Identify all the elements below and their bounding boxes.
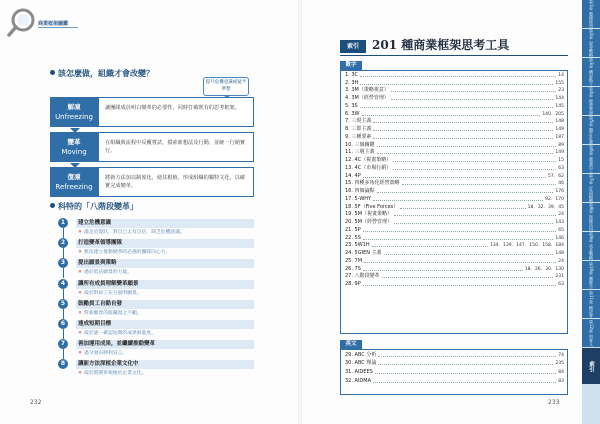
step-number: 3 — [58, 258, 68, 268]
stage-name-en: Unfreezing — [55, 113, 93, 121]
step-pitfall — [78, 249, 170, 257]
index-entry — [341, 211, 567, 219]
index-page-ref: 24 — [558, 258, 564, 264]
step-item — [58, 339, 258, 359]
dot-leader — [377, 192, 554, 193]
dot-leader — [373, 382, 556, 383]
step-pitfall — [78, 229, 185, 237]
step-pitfall — [78, 290, 142, 298]
step-connector — [63, 349, 64, 359]
index-page-ref: 24 — [558, 212, 564, 218]
dot-leader — [373, 122, 553, 123]
index-term: 19. 5M（視畫策略） — [345, 211, 393, 218]
step-connector — [63, 268, 64, 278]
dot-leader — [393, 169, 556, 170]
index-term: 22. 5S — [345, 234, 361, 241]
index-term: 25. 7M — [345, 257, 363, 264]
step-pitfall — [78, 330, 156, 338]
step-item — [58, 319, 258, 339]
side-tab-chapter[interactable]: 第9章 成長戰略的工具 — [582, 232, 600, 261]
index-term: 30. ABC 理論 — [345, 360, 377, 367]
side-tab-chapter[interactable]: 第10章 團隊合作的工具 — [582, 261, 600, 290]
dot-leader — [391, 91, 556, 92]
index-entry — [341, 257, 567, 265]
dot-leader — [400, 208, 525, 209]
index-entry — [341, 280, 567, 288]
step-number: 2 — [58, 238, 68, 248]
dot-leader — [363, 239, 554, 240]
index-term: 26. 7S — [345, 265, 361, 272]
dot-leader — [364, 262, 556, 263]
index-page-ref: 23 — [558, 88, 564, 94]
index-page-ref: 146 — [555, 235, 564, 241]
index-term: 11. 三層主義 — [345, 149, 375, 156]
kotter-step-list — [58, 218, 258, 380]
stage-name: 解凍 — [67, 103, 81, 111]
index-term: 24. 5GIEN 主義 — [345, 250, 382, 256]
dot-leader — [377, 146, 557, 147]
step-title: 善加運用成果，並繼續推動變革 — [76, 340, 254, 349]
dot-leader — [373, 130, 553, 131]
dot-leader — [391, 99, 554, 100]
dot-leader — [402, 184, 557, 185]
index-term: 20. 5M（經營管理） — [345, 219, 393, 225]
bullet-icon — [50, 70, 55, 75]
step-number: 6 — [58, 319, 68, 329]
index-entry — [341, 125, 567, 133]
step-pitfall-text: 疏於對員工充分說明願景。 — [84, 290, 142, 296]
index-page-ref: 74 — [558, 352, 564, 358]
cross-icon: ✕ — [78, 250, 83, 256]
category-tab-numeric: 數字 — [340, 61, 362, 70]
index-title: 201 種商業框架思考工具 — [372, 38, 510, 52]
right-page — [302, 0, 600, 424]
section-heading-change — [50, 68, 154, 79]
index-page-ref: 89 — [558, 142, 564, 148]
step-item — [58, 359, 258, 379]
index-term: 27. 八階段變革 — [345, 273, 380, 280]
stage-badge — [50, 97, 98, 127]
step-pitfall-text: 疏於逐一確認短期的成果與進度。 — [84, 330, 156, 336]
index-entry — [341, 367, 567, 376]
index-entry — [341, 249, 567, 257]
index-page-ref: 149 — [555, 127, 564, 132]
index-page-ref: 134．139．147．150．158．184 — [489, 243, 564, 249]
dot-leader — [394, 223, 553, 224]
index-entry — [341, 164, 567, 172]
index-page-ref: 144 — [555, 96, 564, 101]
index-entry — [341, 234, 567, 242]
dot-leader — [378, 356, 556, 357]
side-tab-chapter[interactable]: 第1章 整理資訊的工具 — [582, 0, 600, 29]
index-term: 5. 3S — [345, 102, 358, 109]
index-page-ref: 57．62 — [548, 173, 564, 179]
stage-description: 在組織與流程中反覆嘗試，摸索新想法及行動，並統一行銷實行。 — [98, 132, 254, 162]
bullet-icon — [50, 203, 55, 208]
dot-leader — [384, 254, 554, 255]
dot-leader — [382, 277, 554, 278]
stage-description: 讓團隊成員明白變革的必要性，同時打破既有的思考框架。 — [98, 97, 254, 127]
index-term: 15. 四種多角化經營策略 — [345, 180, 400, 187]
index-entry — [341, 110, 567, 118]
index-page-ref: 46 — [558, 181, 564, 187]
index-term: 17. 5-WHY — [345, 195, 372, 202]
dot-leader — [360, 107, 554, 108]
index-entry — [341, 79, 567, 87]
step-item — [58, 299, 258, 319]
cross-icon: ✕ — [78, 270, 83, 276]
index-entry — [341, 141, 567, 149]
index-entry — [341, 203, 567, 211]
index-entry — [341, 156, 567, 164]
step-title: 打造變革領導團隊 — [76, 239, 254, 248]
cross-icon: ✕ — [78, 230, 83, 235]
index-entry — [341, 350, 567, 359]
index-term: 14. 4P — [345, 172, 361, 179]
stage-refreezing — [50, 167, 254, 197]
index-entry — [341, 71, 567, 79]
dot-leader — [363, 231, 557, 232]
page-number: 232 — [30, 399, 42, 406]
step-pitfall-text: 對新願景的阻礙置之不顧。 — [84, 310, 142, 316]
index-entry — [341, 94, 567, 102]
dot-leader — [378, 364, 553, 365]
cross-icon: ✕ — [78, 371, 83, 377]
index-page-ref: 14 — [558, 72, 564, 78]
index-page-ref: 18．26．30．130 — [524, 266, 564, 272]
cross-icon: ✕ — [78, 330, 83, 336]
side-tab-chapter[interactable]: 第11章 檢討會議的工具 — [582, 290, 600, 319]
index-entry — [341, 180, 567, 188]
index-term: 10. 三個關鍵 — [345, 141, 375, 148]
index-entry — [341, 218, 567, 226]
index-page-ref: 63 — [558, 282, 564, 287]
step-item — [58, 258, 258, 278]
step-connector — [63, 228, 64, 238]
index-page-ref: 148 — [555, 251, 564, 256]
step-pitfall — [78, 350, 127, 358]
page-number: 233 — [548, 399, 560, 406]
index-page-ref: 231 — [555, 274, 564, 280]
cross-icon: ✕ — [78, 351, 83, 357]
index-entry — [341, 226, 567, 234]
index-term: 3. 3M（策略視意） — [345, 87, 389, 94]
step-number: 5 — [58, 299, 68, 309]
index-entry — [341, 273, 567, 281]
side-tab-chapter[interactable]: 第8章 資源活用的工具 — [582, 203, 600, 232]
stage-name-en: Refreezing — [55, 183, 93, 191]
step-pitfall-text: 過於低估願景的力量。 — [84, 270, 133, 276]
stage-name-en: Moving — [61, 148, 87, 156]
numeric-index-list — [340, 70, 568, 334]
index-page-ref: 143 — [555, 220, 564, 225]
index-page-ref: 176 — [555, 189, 564, 194]
dot-leader — [393, 161, 556, 162]
index-term: 9. 三種要素 — [345, 133, 372, 140]
step-connector — [63, 248, 64, 258]
index-term: 2. 3H — [345, 79, 359, 86]
index-term: 29. ABC 分析 — [345, 351, 377, 358]
index-page-ref: 145 — [555, 103, 564, 109]
side-tab-chapter[interactable]: 第6章 激發員工的工具 — [582, 145, 600, 174]
section-heading-kotter — [50, 201, 138, 212]
stage-badge — [50, 167, 98, 197]
index-tag: 索引 — [340, 40, 366, 53]
section-title: 科特的「八階段變革」 — [58, 202, 138, 211]
dot-leader — [363, 285, 557, 286]
step-connector — [63, 289, 64, 299]
index-entry — [341, 187, 567, 195]
step-connector — [63, 309, 64, 319]
step-pitfall — [78, 310, 142, 318]
stage-moving — [50, 132, 254, 162]
step-item — [58, 238, 258, 258]
step-pitfall — [78, 370, 146, 378]
step-pitfall-text: 疏於將變革根植於企業文化。 — [84, 371, 147, 377]
side-tab-chapter[interactable]: 第12章 培育人才的工具 — [582, 319, 600, 348]
cross-icon: ✕ — [78, 310, 83, 316]
stage-description: 將新方法加以制度化，使其根植，形成組織的獨特文化，以確實完成變革。 — [98, 167, 254, 197]
index-term: 31. AIDEES — [345, 369, 373, 376]
dot-leader — [363, 177, 546, 178]
dot-leader — [372, 246, 488, 247]
index-page-ref: 84 — [558, 370, 564, 376]
index-entry — [341, 265, 567, 273]
index-page-ref: 187 — [555, 134, 564, 140]
step-connector — [63, 329, 64, 339]
stage-unfreezing — [50, 97, 254, 127]
running-head-rule — [38, 27, 78, 28]
section-title: 該怎麼做，組織才會改變？ — [58, 69, 154, 78]
dot-leader — [377, 153, 554, 154]
index-term: 4. 3M（經營管理） — [345, 95, 389, 101]
dot-leader — [360, 84, 553, 85]
dot-leader — [375, 373, 556, 374]
index-term: 32. AIDMA — [345, 377, 372, 384]
index-entry — [341, 118, 567, 126]
step-pitfall-text: 滿足於現狀，對自己太有自信，缺乏危機意識。 — [84, 230, 185, 235]
index-page-ref: 92．170 — [545, 196, 564, 202]
index-term: 6. 3W — [345, 110, 360, 117]
index-term: 8. 三即主義 — [345, 126, 372, 132]
index-term: 16. 四個論點 — [345, 188, 375, 194]
category-tab-english: 英文 — [340, 340, 362, 349]
chapter-tab-strip — [571, 0, 600, 424]
step-title: 建立危機意識 — [76, 219, 254, 228]
dot-leader — [373, 200, 543, 201]
index-term: 1. 3C — [345, 71, 359, 78]
running-head: 商業框架圖鑑 — [38, 21, 69, 27]
index-page-ref: 65 — [558, 227, 564, 233]
index-term: 18. 5F（Five Forces） — [345, 203, 399, 210]
side-tab-chapter[interactable]: 第7章 打造組織的工具 — [582, 174, 600, 203]
index-page-ref: 149 — [555, 150, 564, 156]
title-rule — [340, 55, 568, 56]
index-page-ref: 148 — [555, 119, 564, 125]
left-page — [0, 0, 298, 424]
step-title: 讓所有成員理解變革願景 — [76, 280, 254, 289]
stage-name: 變革 — [67, 138, 81, 146]
index-entry — [341, 172, 567, 180]
step-number: 7 — [58, 339, 68, 349]
index-page-ref: 140．205 — [542, 111, 564, 117]
magnifier-icon — [6, 4, 42, 40]
index-entry — [341, 87, 567, 95]
dot-leader — [362, 115, 541, 116]
index-term: 7. 三現主義 — [345, 118, 372, 125]
dot-leader — [373, 138, 553, 139]
index-page-ref: 63 — [558, 165, 564, 171]
step-item — [58, 279, 258, 299]
callout-bubble: 提升危機意識或疑予夢想 — [203, 77, 249, 96]
step-title: 鼓勵員工自動自發 — [76, 300, 254, 309]
step-pitfall-text: 過早發布勝利宣言。 — [84, 351, 128, 357]
step-number: 1 — [58, 218, 68, 228]
step-pitfall-text: 無法建立推動變革時必備的團隊向心力。 — [84, 250, 171, 256]
index-entry — [341, 359, 567, 368]
index-page-ref: 18．32．39．45 — [527, 204, 564, 210]
side-tab-chapter[interactable]: 第5章 擬訂計畫的工具 — [582, 116, 600, 145]
index-term: 28. 9P — [345, 281, 361, 287]
step-number: 8 — [58, 359, 68, 369]
step-title: 讓新方法深植企業文化中 — [76, 360, 254, 369]
index-entry — [341, 376, 567, 385]
side-tab-index[interactable]: 索引 — [582, 348, 600, 385]
side-tab-chapter[interactable]: 第2章 思考戰略的工具 — [582, 29, 600, 58]
side-tab-chapter[interactable]: 第4章 經營管理的工具 — [582, 87, 600, 116]
index-entry — [341, 149, 567, 157]
step-title: 達成短期目標 — [76, 320, 254, 329]
index-term: 21. 5P — [345, 226, 361, 233]
side-tab-chapter[interactable]: 第3章 構思點子的工具 — [582, 58, 600, 87]
step-item — [58, 218, 258, 238]
stage-name: 復凍 — [67, 173, 81, 181]
index-entry — [341, 242, 567, 250]
dot-leader — [394, 215, 556, 216]
dot-leader — [363, 270, 523, 271]
index-page-ref: 15 — [558, 158, 564, 163]
step-number: 4 — [58, 279, 68, 289]
index-term: 13. 4C（市場行銷） — [345, 164, 392, 171]
index-entry — [341, 102, 567, 110]
index-term: 12. 4C（視畫策略） — [345, 157, 392, 163]
index-entry — [341, 195, 567, 203]
index-entry — [341, 133, 567, 141]
stage-badge — [50, 132, 98, 162]
english-index-list — [340, 349, 568, 395]
index-page-ref: 83 — [558, 378, 564, 384]
index-page-ref: 235 — [555, 361, 564, 367]
step-pitfall — [78, 269, 132, 277]
dot-leader — [360, 76, 556, 77]
cross-icon: ✕ — [78, 290, 83, 296]
index-page-ref: 155 — [555, 80, 564, 86]
step-title: 提出願景與策略 — [76, 259, 254, 268]
index-term: 23. 5W1H — [345, 242, 370, 249]
